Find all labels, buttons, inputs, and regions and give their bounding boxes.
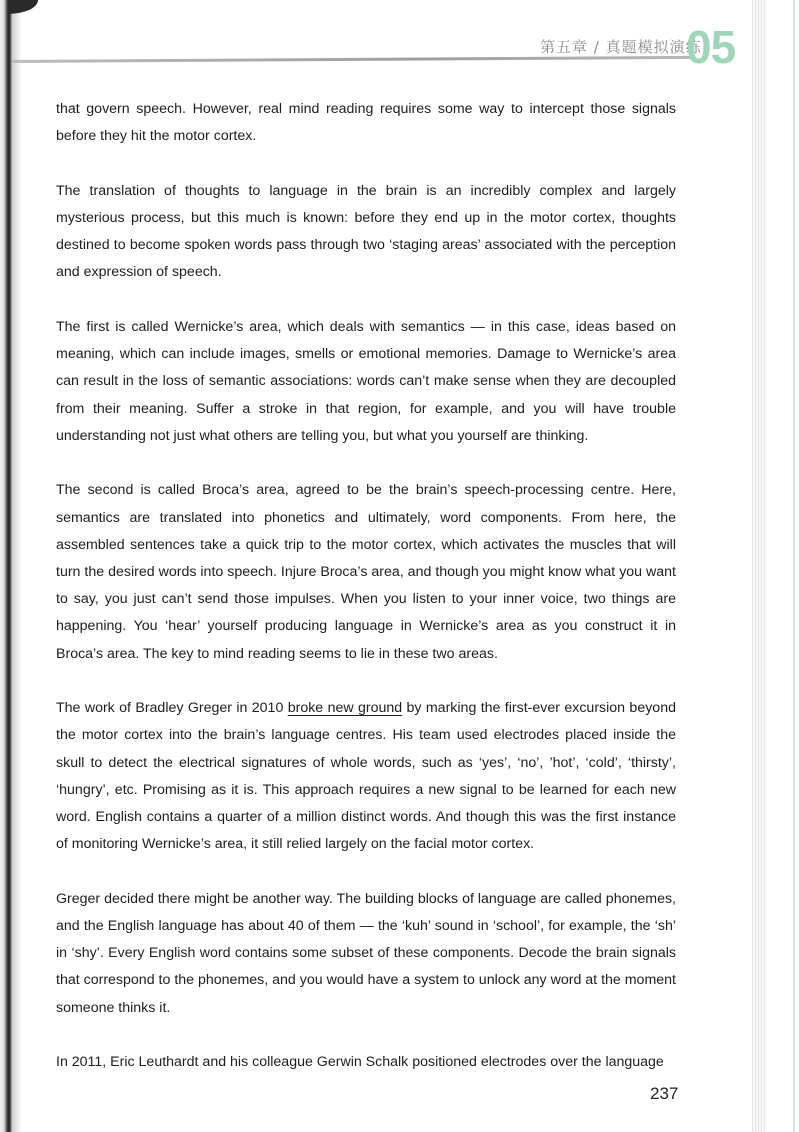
page-corner bbox=[8, 0, 38, 14]
paragraph: that govern speech. However, real mind reading requires some way to intercept those signals before they hit the motor cortex. bbox=[56, 101, 676, 145]
paragraph: The translation of thoughts to language in the brain is an incredibly complex and largely mysterious process, but this much is known: before they end up in the motor cortex, thoughts destined to become spoken words pass through two ‘staging areas’ associated with the perception and expression of speech. bbox=[56, 182, 676, 281]
chapter-number: 05 bbox=[686, 21, 736, 73]
book-spine bbox=[0, 0, 12, 1132]
body-text bbox=[56, 96, 679, 1104]
spine-shadow bbox=[12, 0, 22, 1132]
paragraph: The second is called Broca’s area, agreed to be the brain’s speech-processing centre. Here, semantics are translated into phonetics and ultimately, word components. From here, the assembled sentences take a quick trip to the motor cortex, which activates the muscles that will turn the desired words into speech. Injure Broca’s area, and though you might know what you want to say, you just can’t send those impulses. When you listen to your inner voice, two things are happening. You ‘hear’ yourself producing language in Wernicke’s area as you construct it in Broca’s area. The key to mind reading seems to lie in these two areas. bbox=[56, 482, 676, 662]
paragraph: The first is called Wernicke’s area, which deals with semantics — in this case, ideas based on meaning, which can include images, smells or emotional memories. Damage to Wernicke’s area can result in the loss of semantic associations: words can’t make sense when they are decoupled from their meaning. Suffer a stroke in that region, for example, and you will have trouble understanding not just what others are telling you, but what you yourself are thinking. bbox=[56, 319, 676, 444]
page-edge-accent bbox=[793, 0, 795, 1132]
underlined-phrase: broke new ground bbox=[287, 700, 403, 717]
paragraph: In 2011, Eric Leuthardt and his colleague Gerwin Schalk positioned electrodes over the language bbox=[56, 1054, 664, 1071]
paragraph bbox=[56, 695, 676, 858]
paragraph-text: by marking the first-ever excursion beyond the motor cortex into the brain’s language centres. His team used electrodes placed inside the skull to detect the electrical signatures of whole words, such as ‘yes’, ‘no’, ’hot’, ‘cold’, ‘thirsty’, ‘hungry’, etc. Promising as it is. This approach requires a new signal to be learned for each new word. English contains a quarter of a million distinct words. And though this was the first instance of monitoring Wernicke’s area, it still relied largely on the facial motor cortex. bbox=[56, 700, 676, 853]
page-edge-lines bbox=[752, 0, 766, 1132]
paragraph: Greger decided there might be another way. The building blocks of language are called phonemes, and the English language has about 40 of them — the ‘kuh’ sound in ‘school’, for example, the ‘sh’ in ‘shy’. Every English word contains some subset of these components. Decode the brain signals that correspond to the phonemes, and you would have a system to unlock any word at the moment someone thinks it. bbox=[56, 890, 676, 1016]
page-number: 237 bbox=[650, 1084, 679, 1103]
running-head: 第五章 / 真题模拟演练 bbox=[540, 38, 702, 56]
paragraph-text: The work of Bradley Greger in 2010 bbox=[56, 700, 288, 717]
